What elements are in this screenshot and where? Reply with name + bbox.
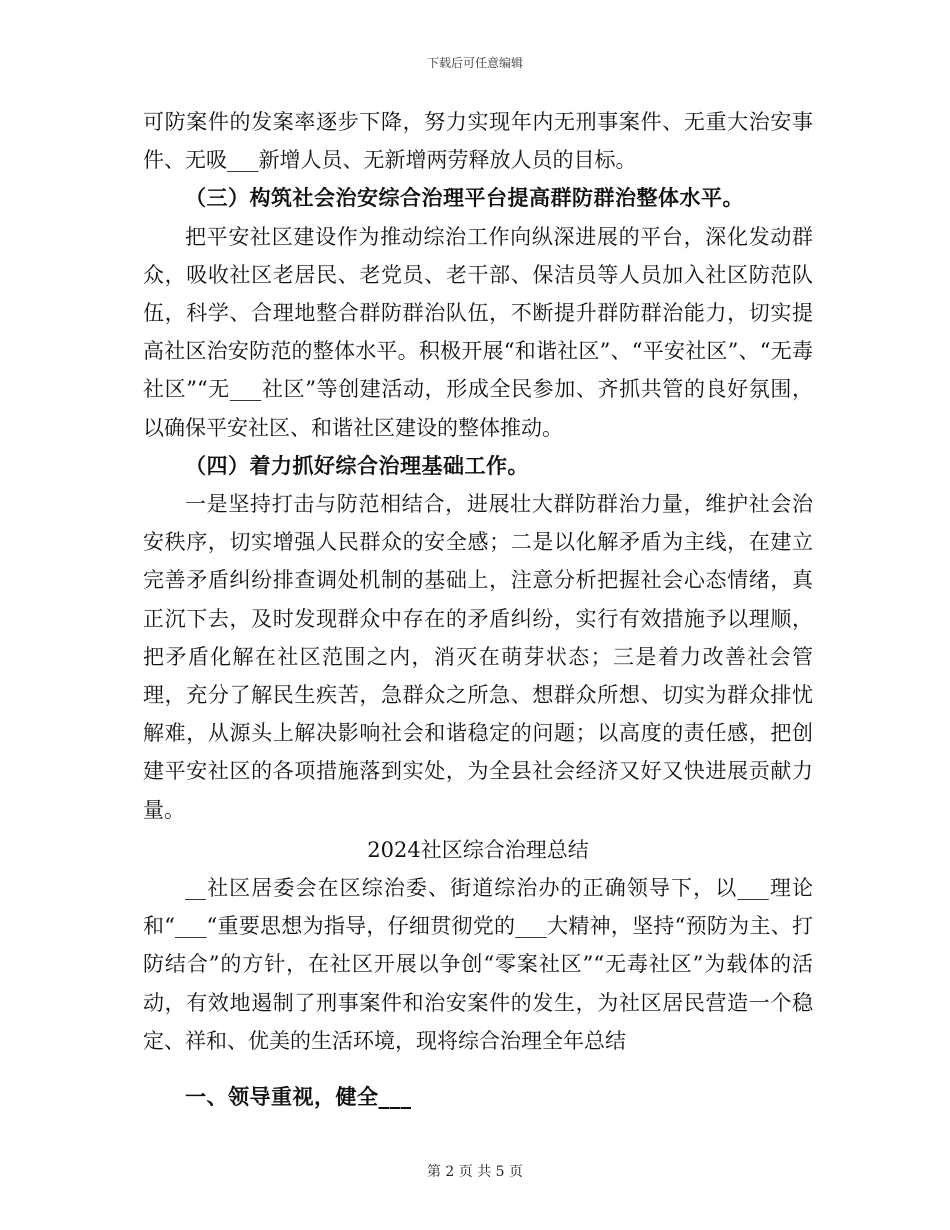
page-footer: 第 2 页 共 5 页: [426, 1164, 524, 1180]
section-heading-4: （四）着力抓好综合治理基础工作。: [185, 452, 529, 478]
page-header: 下载后可任意编辑: [426, 56, 523, 70]
document-title: 2024社区综合治理总结: [367, 837, 589, 862]
paragraph-continuation: 可防案件的发案率逐步下降，努力实现年内无刑事案件、无重大治安事件、无吸___新增人员、无新增两劳释放人员的目标。: [143, 110, 813, 173]
paragraph-basic-work: 一是坚持打击与防范相结合，进展壮大群防群治力量，维护社会治安秩序，切实增强人民群众的安全感；二是以化解矛盾为主线，在建立完善矛盾纠纷排查调处机制的基础上，注意分析把握社会心态情绪，真正沉下去，及时发现群众中存在的矛盾纠纷，实行有效措施予以理顺，把矛盾化解在社区范围之内，消灭在萌芽状态；三是着力改善社会管理，充分了解民生疾苦，急群众之所急、想群众所想、切实为群众排忧解难，从源头上解决影响社会和谐稳定的问题；以高度的责任感，把创建平安社区的各项措施落到实处，为全县社会经济又好又快进展贡献力量。: [143, 492, 813, 822]
document-body: [143, 103, 813, 1116]
section-heading-1: 一、领导重视，健全___: [185, 1084, 412, 1110]
paragraph-platform: 把平安社区建设作为推动综治工作向纵深进展的平台，深化发动群众，吸收社区老居民、老党员、老干部、保洁员等人员加入社区防范队伍，科学、合理地整合群防群治队伍，不断提升群防群治能力，切实提高社区治安防范的整体水平。积极开展“和谐社区”、“平安社区”、“无毒社区”“无___社区”等创建活动，形成全民参加、齐抓共管的良好氛围，以确保平安社区、和谐社区建设的整体推动。: [143, 224, 813, 440]
paragraph-summary-intro: __社区居委会在区综治委、街道综治办的正确领导下，以___理论和“___“重要思想为指导，仔细贯彻党的___大精神，坚持“预防为主、打防结合”的方针，在社区开展以争创“零案社区”“无毒社区”为载体的活动，有效地遏制了刑事案件和治安案件的发生，为社区居民营造一个稳定、祥和、优美的生活环境，现将综合治理全年总结: [143, 876, 813, 1053]
section-heading-3: （三）构筑社会治安综合治理平台提高群防群治整体水平。: [185, 185, 744, 211]
